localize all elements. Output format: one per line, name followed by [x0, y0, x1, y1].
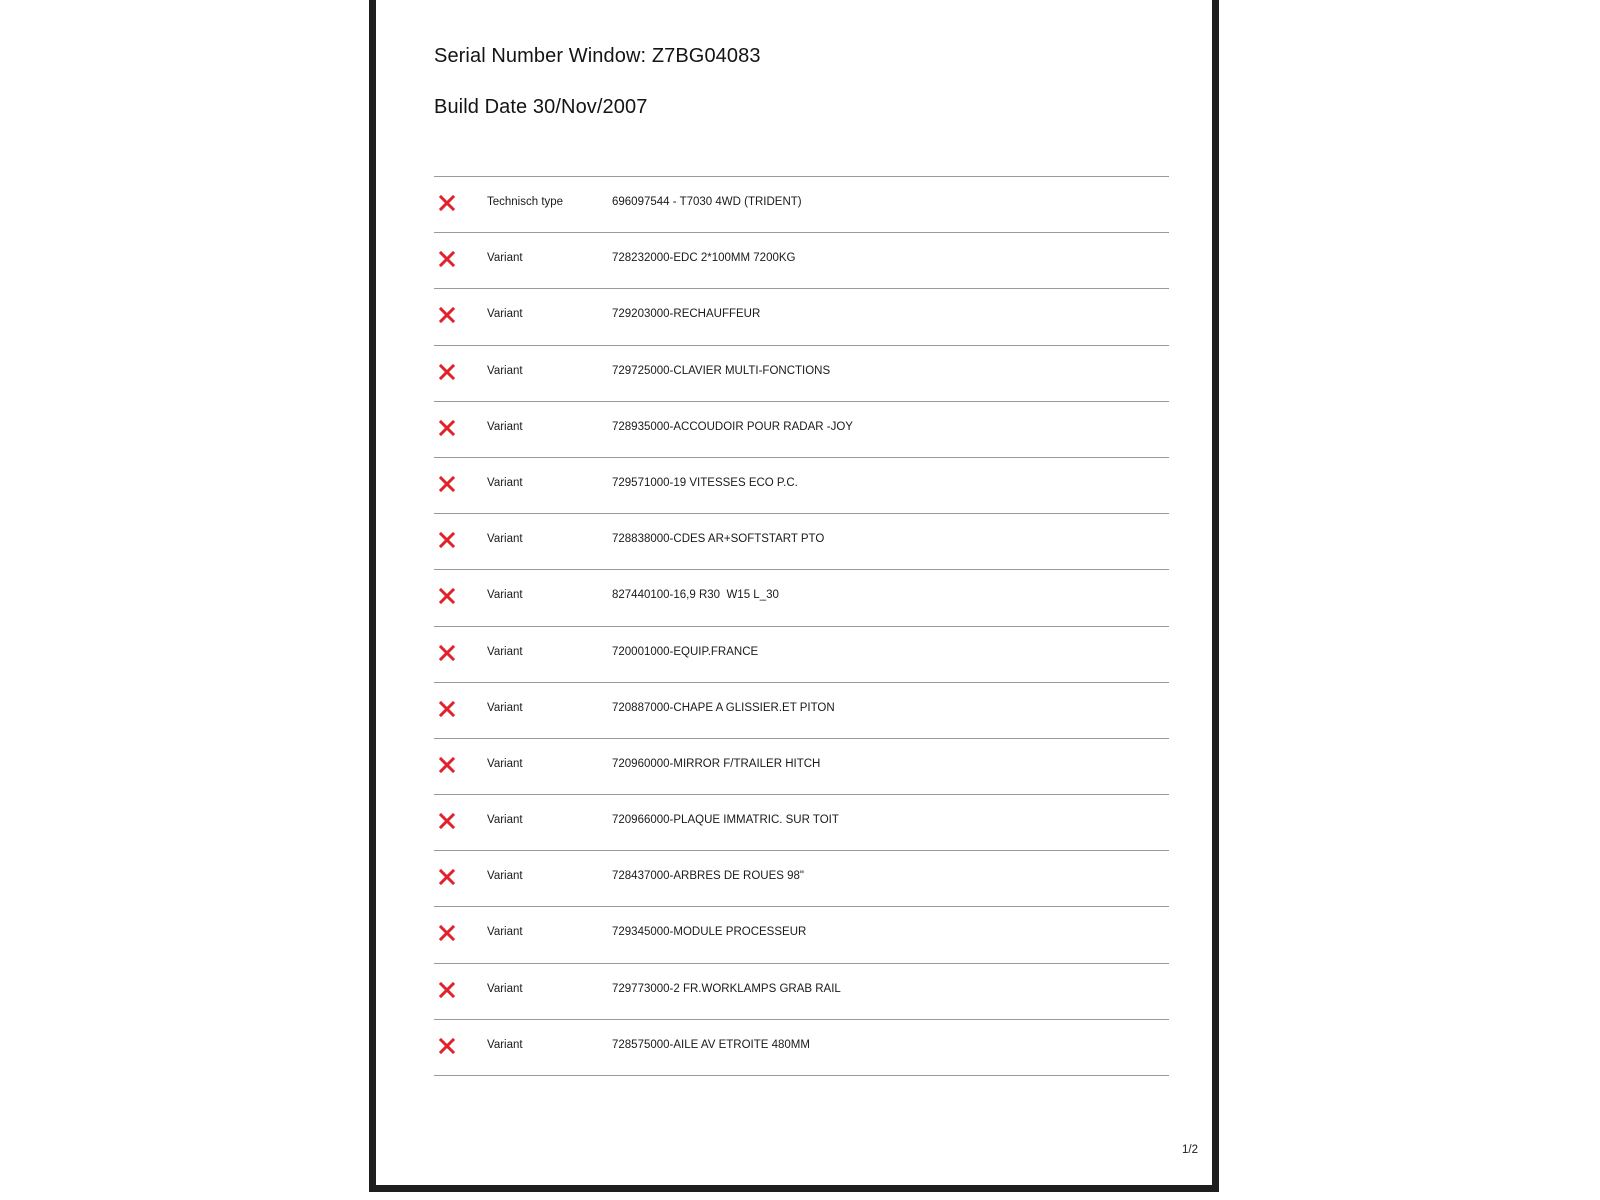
table-row — [434, 907, 1169, 963]
cross-icon — [438, 419, 456, 437]
row-description: 729345000-MODULE PROCESSEUR — [612, 926, 807, 939]
cross-icon — [438, 306, 456, 324]
row-description: 728935000-ACCOUDOIR POUR RADAR -JOY — [612, 420, 853, 433]
row-type: Variant — [487, 645, 523, 658]
table-row — [434, 289, 1169, 345]
row-type: Variant — [487, 420, 523, 433]
variant-table — [434, 176, 1169, 1076]
row-type: Variant — [487, 252, 523, 265]
table-row — [434, 851, 1169, 907]
row-type: Variant — [487, 533, 523, 546]
row-description: 728838000-CDES AR+SOFTSTART PTO — [612, 533, 825, 546]
serial-number-heading: Serial Number Window: Z7BG04083 — [434, 45, 761, 67]
row-type: Variant — [487, 926, 523, 939]
row-description: 729571000-19 VITESSES ECO P.C. — [612, 476, 798, 489]
cross-icon — [438, 1037, 456, 1055]
cross-icon — [438, 868, 456, 886]
cross-icon — [438, 756, 456, 774]
cross-icon — [438, 644, 456, 662]
row-type: Variant — [487, 1038, 523, 1051]
row-description: 720887000-CHAPE A GLISSIER.ET PITON — [612, 701, 835, 714]
cross-icon — [438, 475, 456, 493]
row-type: Variant — [487, 589, 523, 602]
row-type: Variant — [487, 701, 523, 714]
row-type: Variant — [487, 364, 523, 377]
row-description: 720001000-EQUIP.FRANCE — [612, 645, 759, 658]
document-page — [369, 0, 1219, 1192]
row-description: 720966000-PLAQUE IMMATRIC. SUR TOIT — [612, 814, 839, 827]
row-type: Variant — [487, 814, 523, 827]
table-row — [434, 627, 1169, 683]
row-description: 729725000-CLAVIER MULTI-FONCTIONS — [612, 364, 831, 377]
table-row — [434, 402, 1169, 458]
row-description: 728575000-AILE AV ETROITE 480MM — [612, 1038, 810, 1051]
row-type: Variant — [487, 757, 523, 770]
cross-icon — [438, 363, 456, 381]
table-row — [434, 514, 1169, 570]
cross-icon — [438, 981, 456, 999]
cross-icon — [438, 531, 456, 549]
table-row — [434, 964, 1169, 1020]
cross-icon — [438, 194, 456, 212]
row-type: Variant — [487, 870, 523, 883]
table-row — [434, 458, 1169, 514]
cross-icon — [438, 924, 456, 942]
table-row — [434, 795, 1169, 851]
build-date-heading: Build Date 30/Nov/2007 — [434, 96, 648, 118]
table-row — [434, 177, 1169, 233]
row-type: Variant — [487, 476, 523, 489]
page-number: 1/2 — [1182, 1144, 1198, 1156]
row-type: Technisch type — [487, 196, 564, 208]
cross-icon — [438, 700, 456, 718]
table-row — [434, 739, 1169, 795]
row-description: 729773000-2 FR.WORKLAMPS GRAB RAIL — [612, 982, 841, 995]
table-row — [434, 346, 1169, 402]
table-row — [434, 570, 1169, 626]
row-type: Variant — [487, 982, 523, 995]
row-type: Variant — [487, 308, 523, 321]
cross-icon — [438, 812, 456, 830]
row-description: 728437000-ARBRES DE ROUES 98" — [612, 870, 805, 883]
row-description: 827440100-16,9 R30 W15 L_30 — [612, 589, 779, 602]
cross-icon — [438, 587, 456, 605]
cross-icon — [438, 250, 456, 268]
table-row — [434, 1020, 1169, 1076]
table-row — [434, 233, 1169, 289]
table-row — [434, 683, 1169, 739]
row-description: 728232000-EDC 2*100MM 7200KG — [612, 252, 796, 265]
row-description: 729203000-RECHAUFFEUR — [612, 308, 761, 321]
row-description: 720960000-MIRROR F/TRAILER HITCH — [612, 757, 821, 770]
row-description: 696097544 - T7030 4WD (TRIDENT) — [612, 196, 802, 208]
